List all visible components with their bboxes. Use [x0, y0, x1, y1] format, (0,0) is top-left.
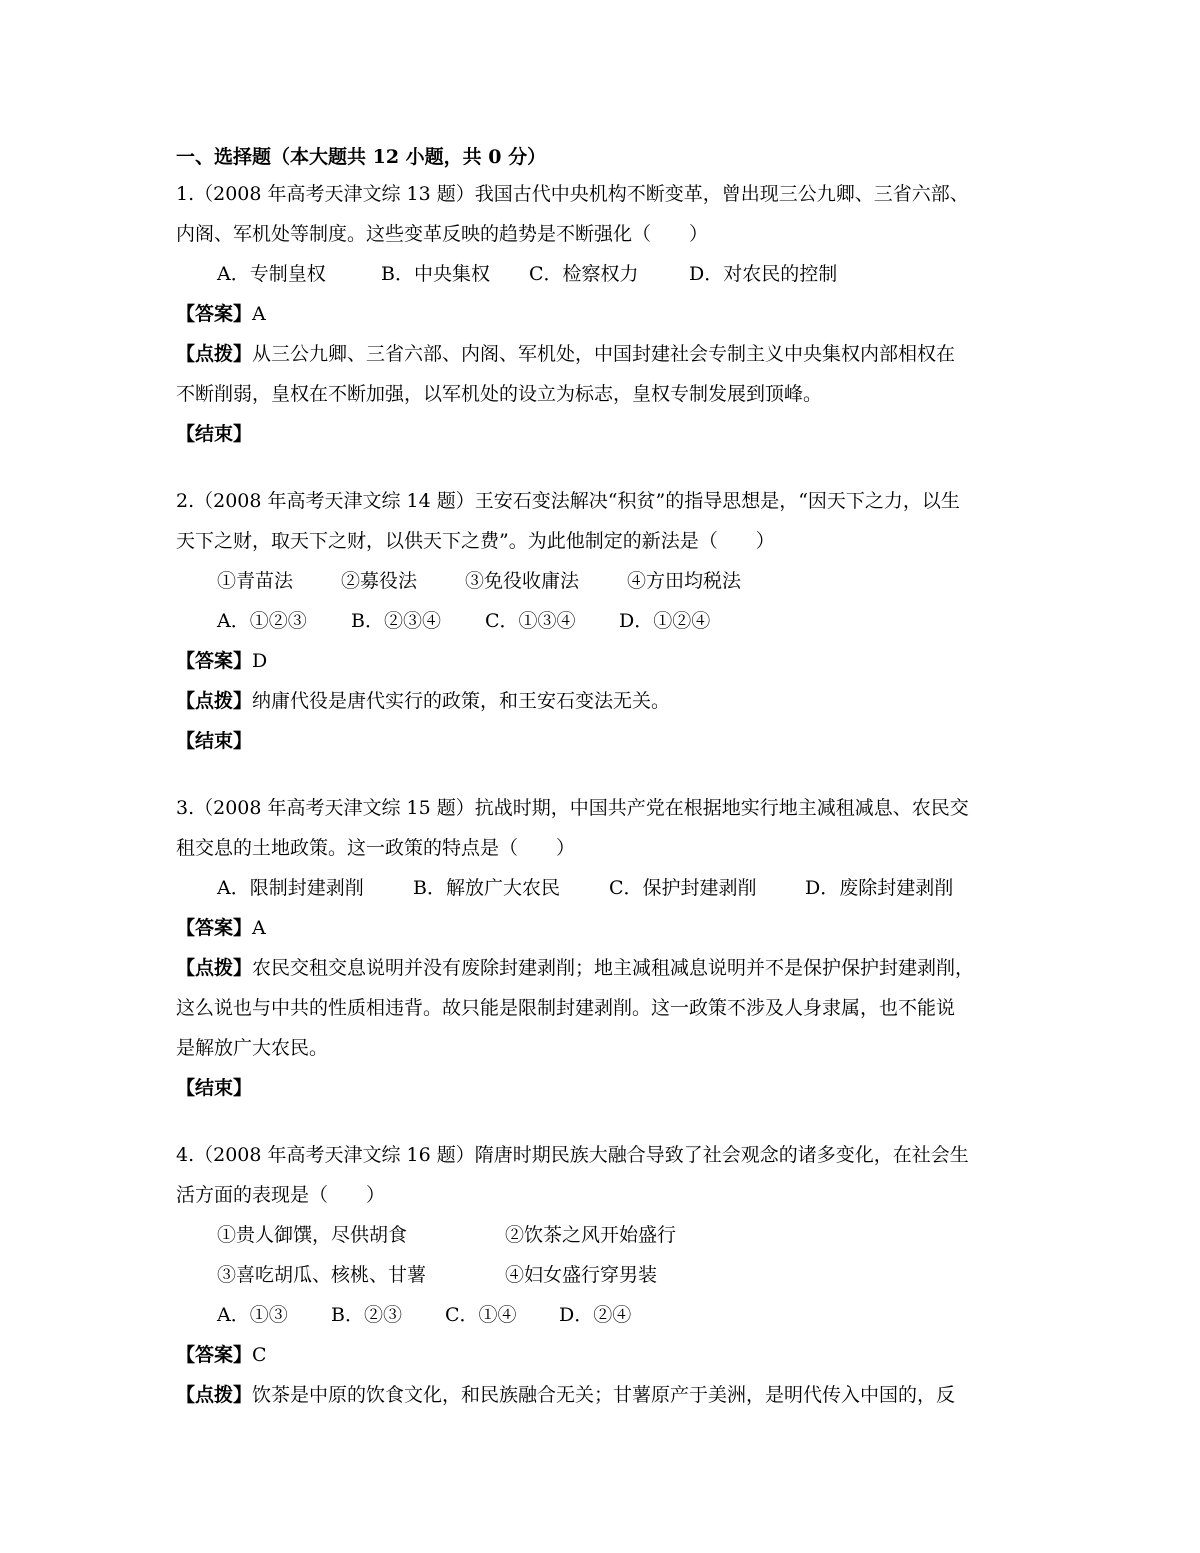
question-stem: 3.（2008 年高考天津文综 15 题）抗战时期，中国共产党在根据地实行地主减租减息、农民交	[176, 797, 969, 819]
end-marker: 【结束】	[176, 1077, 253, 1099]
hint-line	[176, 681, 1036, 721]
option-d: D．①②④	[619, 610, 711, 632]
hint-text: 饮茶是中原的饮食文化，和民族融合无关；甘薯原产于美洲，是明代传入中国的，反	[252, 1384, 956, 1406]
option-c: C．①③④	[485, 610, 576, 632]
items-row	[176, 1215, 1036, 1255]
items-row	[176, 561, 1036, 601]
question-stem: 1.（2008 年高考天津文综 13 题）我国古代中央机构不断变革，曾出现三公九卿、三省六部、	[176, 183, 969, 205]
options-row	[176, 254, 1036, 294]
hint-label: 【点拨】	[176, 1384, 253, 1406]
option-b: B．②③	[331, 1304, 402, 1326]
question-stem: 2.（2008 年高考天津文综 14 题）王安石变法解决“积贫”的指导思想是，“因天下之力，以生	[176, 490, 960, 512]
option-c: C．检察权力	[529, 263, 639, 285]
option-d: D．对农民的控制	[689, 263, 838, 285]
option-a: A．①③	[217, 1304, 288, 1326]
hint-text: 不断削弱，皇权在不断加强，以军机处的设立为标志，皇权专制发展到顶峰。	[176, 383, 823, 405]
option-b: B．②③④	[351, 610, 441, 632]
option-c: C．①④	[445, 1304, 517, 1326]
item-2: ②饮茶之风开始盛行	[505, 1224, 677, 1246]
answer-label: 【答案】	[176, 650, 253, 672]
answer-label: 【答案】	[176, 917, 253, 939]
hint-line	[176, 1375, 1036, 1415]
answer-label: 【答案】	[176, 303, 253, 325]
option-a: A．专制皇权	[217, 263, 326, 285]
end-marker: 【结束】	[176, 423, 253, 445]
answer-label: 【答案】	[176, 1344, 253, 1366]
item-4: ④方田均税法	[627, 570, 742, 592]
option-b: B．中央集权	[381, 263, 490, 285]
section-title: 一、选择题（本大题共 12 小题，共 0 分）	[176, 146, 547, 168]
answer-line	[176, 294, 1036, 334]
hint-text: 从三公九卿、三省六部、内阁、军机处，中国封建社会专制主义中央集权内部相权在	[252, 343, 956, 365]
answer-value: A	[252, 917, 266, 939]
item-1: ①青苗法	[217, 570, 294, 592]
question-stem: 天下之财，取天下之财，以供天下之费”。为此他制定的新法是（ ）	[176, 530, 775, 552]
item-4: ④妇女盛行穿男装	[505, 1264, 658, 1286]
item-2: ②募役法	[341, 570, 418, 592]
question-stem: 内阁、军机处等制度。这些变革反映的趋势是不断强化（ ）	[176, 223, 709, 245]
hint-text: 这么说也与中共的性质相违背。故只能是限制封建剥削。这一政策不涉及人身隶属，也不能说	[176, 997, 956, 1019]
question-2	[176, 481, 1036, 761]
question-1	[176, 174, 1036, 454]
answer-value: D	[252, 650, 268, 672]
answer-value: C	[252, 1344, 267, 1366]
hint-text: 农民交租交息说明并没有废除封建剥削；地主减租减息说明并不是保护保护封建剥削，	[252, 957, 975, 979]
option-c: C．保护封建剥削	[609, 877, 757, 899]
item-3: ③免役收庸法	[465, 570, 580, 592]
question-stem: 活方面的表现是（ ）	[176, 1184, 386, 1206]
options-row	[176, 1295, 1036, 1335]
hint-text: 纳庸代役是唐代实行的政策，和王安石变法无关。	[252, 690, 671, 712]
item-1: ①贵人御馔，尽供胡食	[217, 1224, 408, 1246]
hint-label: 【点拨】	[176, 957, 253, 979]
answer-line	[176, 1335, 1036, 1375]
question-stem: 租交息的土地政策。这一政策的特点是（ ）	[176, 837, 576, 859]
hint-line	[176, 948, 1036, 988]
answer-value: A	[252, 303, 266, 325]
answer-line	[176, 908, 1036, 948]
hint-label: 【点拨】	[176, 343, 253, 365]
option-a: A．限制封建剥削	[217, 877, 364, 899]
option-d: D．②④	[559, 1304, 632, 1326]
end-marker: 【结束】	[176, 730, 253, 752]
hint-label: 【点拨】	[176, 690, 253, 712]
option-d: D．废除封建剥削	[805, 877, 954, 899]
options-row	[176, 601, 1036, 641]
hint-line	[176, 334, 1036, 374]
option-a: A．①②③	[217, 610, 307, 632]
options-row	[176, 868, 1036, 908]
question-4	[176, 1135, 1036, 1415]
question-3	[176, 788, 1036, 1108]
item-3: ③喜吃胡瓜、核桃、甘薯	[217, 1264, 427, 1286]
answer-line	[176, 641, 1036, 681]
hint-text: 是解放广大农民。	[176, 1037, 329, 1059]
option-b: B．解放广大农民	[413, 877, 560, 899]
question-stem: 4.（2008 年高考天津文综 16 题）隋唐时期民族大融合导致了社会观念的诸多变化，在社会生	[176, 1144, 969, 1166]
items-row	[176, 1255, 1036, 1295]
